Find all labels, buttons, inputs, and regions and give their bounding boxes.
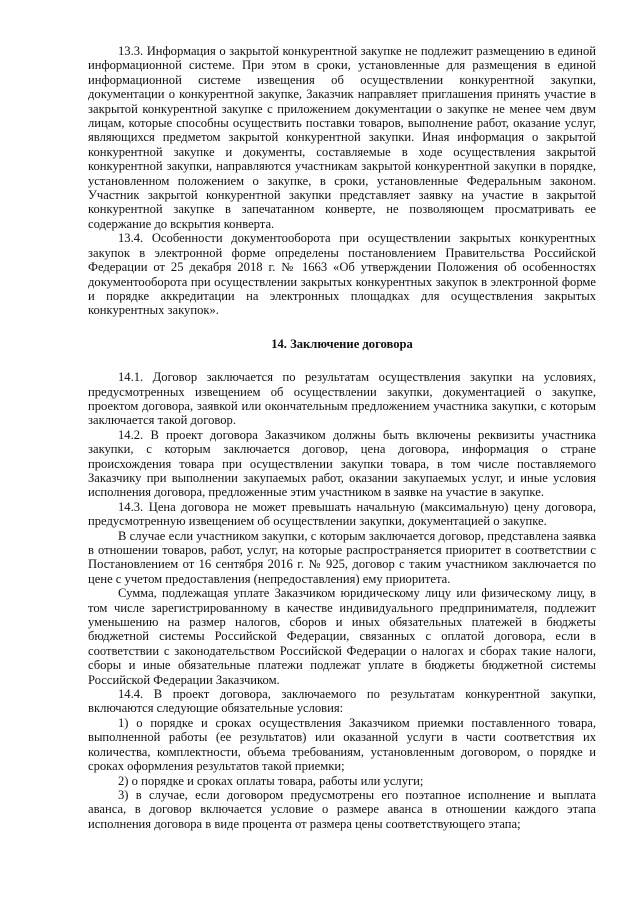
paragraph-priority: В случае если участником закупки, с которым заключается договор, представлена заявка в отношении товаров, работ, услуг, на которые распространяется приоритет в соответствии с Постановлением от 16 сентября 2016 г. № 925, договор с таким участником заключается по цене с учетом предоставления (непредоставления) ему приоритета. (88, 528, 596, 586)
section-heading: 14. Заключение договора (271, 336, 413, 351)
paragraph-taxes: Сумма, подлежащая уплате Заказчиком юридическому лицу или физическому лицу, в том числе зарегистрированному в качестве индивидуального предпринимателя, подлежит уменьшению на размер налогов, сборов и иных обязательных платежей в бюджеты бюджетной системы Российской Федерации, связанных с оплатой договора, если в соответствии с законодательством Российской Федерации о налогах и сборах такие налоги, сборы и иные обязательные платежи подлежат уплате в бюджеты бюджетной системы Российской Федерации Заказчиком. (88, 586, 596, 687)
paragraph-14-2: 14.2. В проект договора Заказчиком должны быть включены реквизиты участника закупки, с которым заключается договор, цена договора, информация о стране происхождения товара при осуществлении закупки товара, в том числе поставляемого Заказчику при выполнении закупаемых работ, оказании закупаемых услуг, и иные условия исполнения договора, предложенные этим участником в заявке на участие в закупке. (88, 427, 596, 500)
list-item-3: 3) в случае, если договором предусмотрены его поэтапное исполнение и выплата аванса, в договор включается условие о размере аванса в отношении каждого этапа исполнения договора в виде процента от размера цены соответствующего этапа; (88, 787, 596, 831)
list-item-2: 2) о порядке и сроках оплаты товара, работы или услуги; (118, 773, 424, 788)
list-item-1: 1) о порядке и сроках осуществления Заказчиком приемки поставленного товара, выполненной работы (ее результатов) или оказанной услуги в части соответствия их количества, комплектности, объема требованиям, установленным договором, о порядке и сроках оформления результатов такой приемки; (88, 715, 596, 774)
paragraph-13-3: 13.3. Информация о закрытой конкурентной закупке не подлежит размещению в единой информационной системе. При этом в сроки, установленные для размещения в единой информационной системе извещения об осуществлении конкурентной закупки, документации о конкурентной закупке, Заказчик направляет приглашения принять участие в закрытой конкурентной закупке с приложением документации о закупке не менее чем двум лицам, которые способны осуществить поставки товаров, выполнение работ, оказание услуг, являющихся предметом закрытой конкурентной закупки. Иная информация о закрытой конкурентной закупке и документы, составляемые в ходе осуществления закрытой конкурентной закупки, направляются участникам закрытой конкурентной закупки в порядке, установленном положением о закупке, в сроки, установленные Федеральным законом. Участник закрытой конкурентной закупки представляет заявку на участие в закрытой конкурентной закупке в запечатанном конверте, не позволяющем просматривать ее содержание до вскрытия конверта. (88, 44, 596, 231)
paragraph-13-4: 13.4. Особенности документооборота при осуществлении закрытых конкурентных закупок в электронной форме определены постановлением Правительства Российской Федерации от 25 декабря 2018 г. № 1663 «Об утверждении Положения об особенностях документооборота при осуществлении закрытых конкурентных закупок в электронной форме и порядке аккредитации на электронных площадках для осуществления закрытых конкурентных закупок». (88, 231, 596, 318)
document-page (88, 44, 596, 831)
paragraph-14-1: 14.1. Договор заключается по результатам осуществления закупки на условиях, предусмотренных извещением об осуществлении закупки, документацией о закупке, проектом договора, заявкой или окончательным предложением участника закупки, с которым заключается такой договор. (88, 370, 596, 428)
paragraph-14-4: 14.4. В проект договора, заключаемого по результатам конкурентной закупки, включаются следующие обязательные условия: (88, 687, 596, 716)
paragraph-14-3: 14.3. Цена договора не может превышать начальную (максимальную) цену договора, предусмотренную извещением об осуществлении закупки, документацией о закупке. (88, 499, 596, 529)
